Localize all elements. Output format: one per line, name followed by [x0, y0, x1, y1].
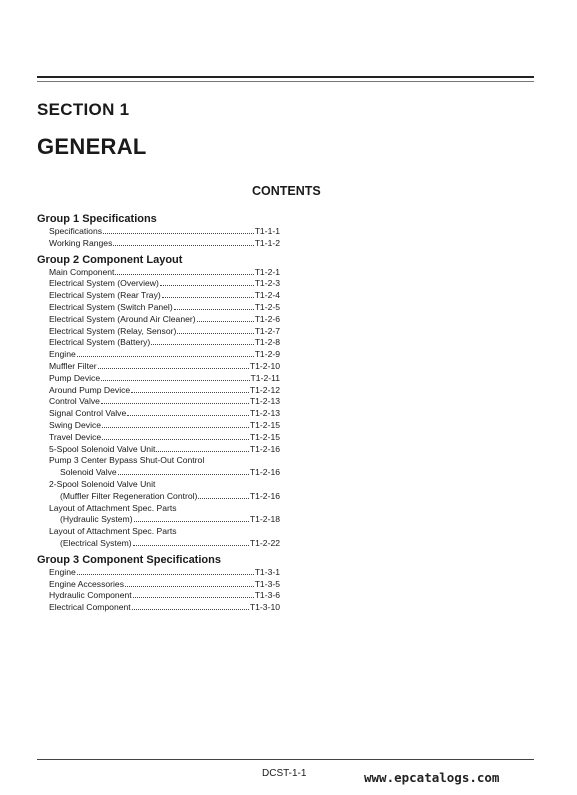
toc-leader-dots	[131, 391, 249, 393]
toc-leader-dots	[102, 438, 249, 440]
section-label: SECTION 1	[37, 100, 130, 119]
toc-entry[interactable]	[37, 420, 280, 432]
toc-entry[interactable]	[37, 373, 280, 385]
toc-leader-dots	[160, 284, 254, 286]
toc-entry-page: T1-2-18	[249, 514, 280, 525]
toc-entry-label: Engine	[49, 349, 76, 360]
toc-entry[interactable]	[37, 491, 280, 503]
toc-entry[interactable]	[37, 538, 280, 550]
toc-entry-label: Muffler Filter	[49, 360, 97, 371]
toc-entry[interactable]	[37, 337, 280, 349]
toc-entry-label: Engine Accessories	[49, 578, 124, 589]
toc-entry[interactable]	[37, 226, 280, 238]
toc-entry-page: T1-2-13	[249, 396, 280, 407]
toc-entry-label: 2-Spool Solenoid Valve Unit	[49, 478, 156, 489]
toc-entry-label: Electrical Component	[49, 602, 131, 613]
toc-entry-label: Electrical System (Switch Panel)	[49, 301, 173, 312]
toc-entry[interactable]	[37, 444, 280, 456]
toc-entry-label: Electrical System (Rear Tray)	[49, 290, 161, 301]
toc-leader-dots	[174, 308, 254, 310]
toc-entry[interactable]	[37, 396, 280, 408]
toc-entry-label: Swing Device	[49, 419, 102, 430]
toc-entry-page: T1-2-6	[254, 313, 280, 324]
toc-entry[interactable]	[37, 503, 280, 515]
toc-leader-dots	[156, 450, 249, 452]
toc-leader-dots	[125, 585, 254, 587]
watermark-link[interactable]: www.epcatalogs.com	[364, 770, 500, 785]
toc-group-title: Group 2 Component Layout	[37, 253, 183, 266]
toc-entry-page: T1-2-15	[249, 431, 280, 442]
toc-entry-page: T1-2-16	[249, 443, 280, 454]
toc-leader-dots	[113, 244, 253, 246]
toc-entry-label: (Electrical System)	[60, 537, 132, 548]
toc-leader-dots	[118, 473, 249, 475]
toc-entry[interactable]	[37, 385, 280, 397]
toc-leader-dots	[151, 343, 253, 345]
toc-entry-label: Control Valve	[49, 396, 100, 407]
toc-group-title: Group 3 Component Specifications	[37, 553, 221, 566]
toc-entry-page: T1-2-12	[249, 384, 280, 395]
toc-entry-label: Layout of Attachment Spec. Parts	[49, 526, 177, 537]
toc-entry-label: Pump Device	[49, 372, 101, 383]
header-rule-thin	[37, 81, 534, 82]
toc-entry-page: T1-2-9	[254, 349, 280, 360]
toc-entry-label: Travel Device	[49, 431, 102, 442]
toc-leader-dots	[127, 414, 249, 416]
toc-entry-label: Engine	[49, 566, 76, 577]
toc-entry[interactable]	[37, 432, 280, 444]
toc-entry[interactable]	[37, 479, 280, 491]
toc-entry-label: Electrical System (Overview)	[49, 278, 159, 289]
contents-heading: CONTENTS	[252, 184, 321, 198]
toc-leader-dots	[77, 573, 254, 575]
toc-entry-label: (Muffler Filter Regeneration Control)	[60, 490, 198, 501]
toc-entry[interactable]	[37, 567, 280, 579]
toc-leader-dots	[134, 520, 249, 522]
toc-entry[interactable]	[37, 361, 280, 373]
toc-entry-page: T1-2-15	[249, 419, 280, 430]
toc-entry-page: T1-2-16	[249, 490, 280, 501]
toc-leader-dots	[101, 402, 249, 404]
toc-leader-dots	[162, 296, 254, 298]
section-title: GENERAL	[37, 134, 147, 159]
toc-entry-label: Solenoid Valve	[60, 467, 117, 478]
toc-entry-label: Specifications	[49, 226, 103, 236]
toc-leader-dots	[133, 544, 249, 546]
toc-entry[interactable]	[37, 408, 280, 420]
toc-leader-dots	[98, 367, 249, 369]
toc-entry[interactable]	[37, 278, 280, 290]
toc-leader-dots	[101, 379, 249, 381]
toc-entry[interactable]	[37, 590, 280, 602]
toc-entry-page: T1-2-1	[254, 266, 280, 277]
toc-entry[interactable]	[37, 238, 280, 250]
toc-entry-page: T1-1-1	[254, 226, 280, 236]
toc-entry[interactable]	[37, 526, 280, 538]
toc-entry-label: Electrical System (Relay, Sensor)	[49, 325, 177, 336]
toc-entry-label: Electrical System (Battery)	[49, 337, 151, 348]
toc-leader-dots	[132, 608, 249, 610]
toc-entry[interactable]	[37, 349, 280, 361]
toc-entry-page: T1-3-5	[254, 578, 280, 589]
toc-entry-page: T1-2-11	[250, 372, 280, 383]
toc-leader-dots	[115, 273, 253, 275]
toc-leader-dots	[177, 332, 253, 334]
toc-entry-page: T1-3-1	[254, 566, 280, 577]
toc-entry-page: T1-3-6	[254, 590, 280, 601]
toc-entry[interactable]	[37, 267, 280, 279]
toc-entry-page: T1-1-2	[254, 237, 280, 248]
toc-entry[interactable]	[37, 455, 280, 467]
toc-entry[interactable]	[37, 467, 280, 479]
toc-entry-page: T1-2-16	[249, 467, 280, 478]
toc-entry-label: Electrical System (Around Air Cleaner)	[49, 313, 196, 324]
toc-leader-dots	[77, 355, 254, 357]
toc-leader-dots	[133, 596, 254, 598]
toc-entry-page: T1-2-22	[249, 537, 280, 548]
toc-entry[interactable]	[37, 314, 280, 326]
toc-entry-page: T1-2-3	[254, 278, 280, 289]
toc-entry-label: Pump 3 Center Bypass Shut-Out Control	[49, 455, 205, 466]
toc-entry-label: 5-Spool Solenoid Valve Unit	[49, 443, 156, 454]
toc-entry-page: T1-2-4	[254, 290, 280, 301]
toc-entry-page: T1-2-13	[249, 408, 280, 419]
toc-entry-label: Working Ranges	[49, 237, 113, 248]
toc-entry[interactable]	[37, 326, 280, 338]
toc-entry-page: T1-2-10	[249, 360, 280, 371]
toc-entry[interactable]	[37, 579, 280, 591]
toc-leader-dots	[103, 232, 254, 234]
page-code: DCST-1-1	[262, 768, 307, 779]
toc-entry-label: Main Component	[49, 266, 115, 277]
toc-entry-label: Signal Control Valve	[49, 408, 127, 419]
footer-rule	[37, 759, 534, 760]
toc-entry-page: T1-2-5	[254, 301, 280, 312]
table-of-contents	[37, 212, 280, 614]
toc-entry-page: T1-2-7	[254, 325, 280, 336]
toc-entry-label: (Hydraulic System)	[60, 514, 133, 525]
toc-leader-dots	[102, 426, 249, 428]
toc-leader-dots	[197, 320, 254, 322]
toc-entry-label: Hydraulic Component	[49, 590, 132, 601]
toc-entry-label: Layout of Attachment Spec. Parts	[49, 502, 177, 513]
toc-entry[interactable]	[37, 602, 280, 614]
toc-group-title: Group 1 Specifications	[37, 213, 157, 225]
toc-entry[interactable]	[37, 302, 280, 314]
toc-entry-page: T1-3-10	[249, 602, 280, 613]
toc-entry-label: Around Pump Device	[49, 384, 131, 395]
header-rule	[37, 76, 534, 78]
toc-entry[interactable]	[37, 514, 280, 526]
toc-leader-dots	[198, 497, 249, 499]
toc-entry[interactable]	[37, 290, 280, 302]
toc-entry-page: T1-2-8	[254, 337, 280, 348]
